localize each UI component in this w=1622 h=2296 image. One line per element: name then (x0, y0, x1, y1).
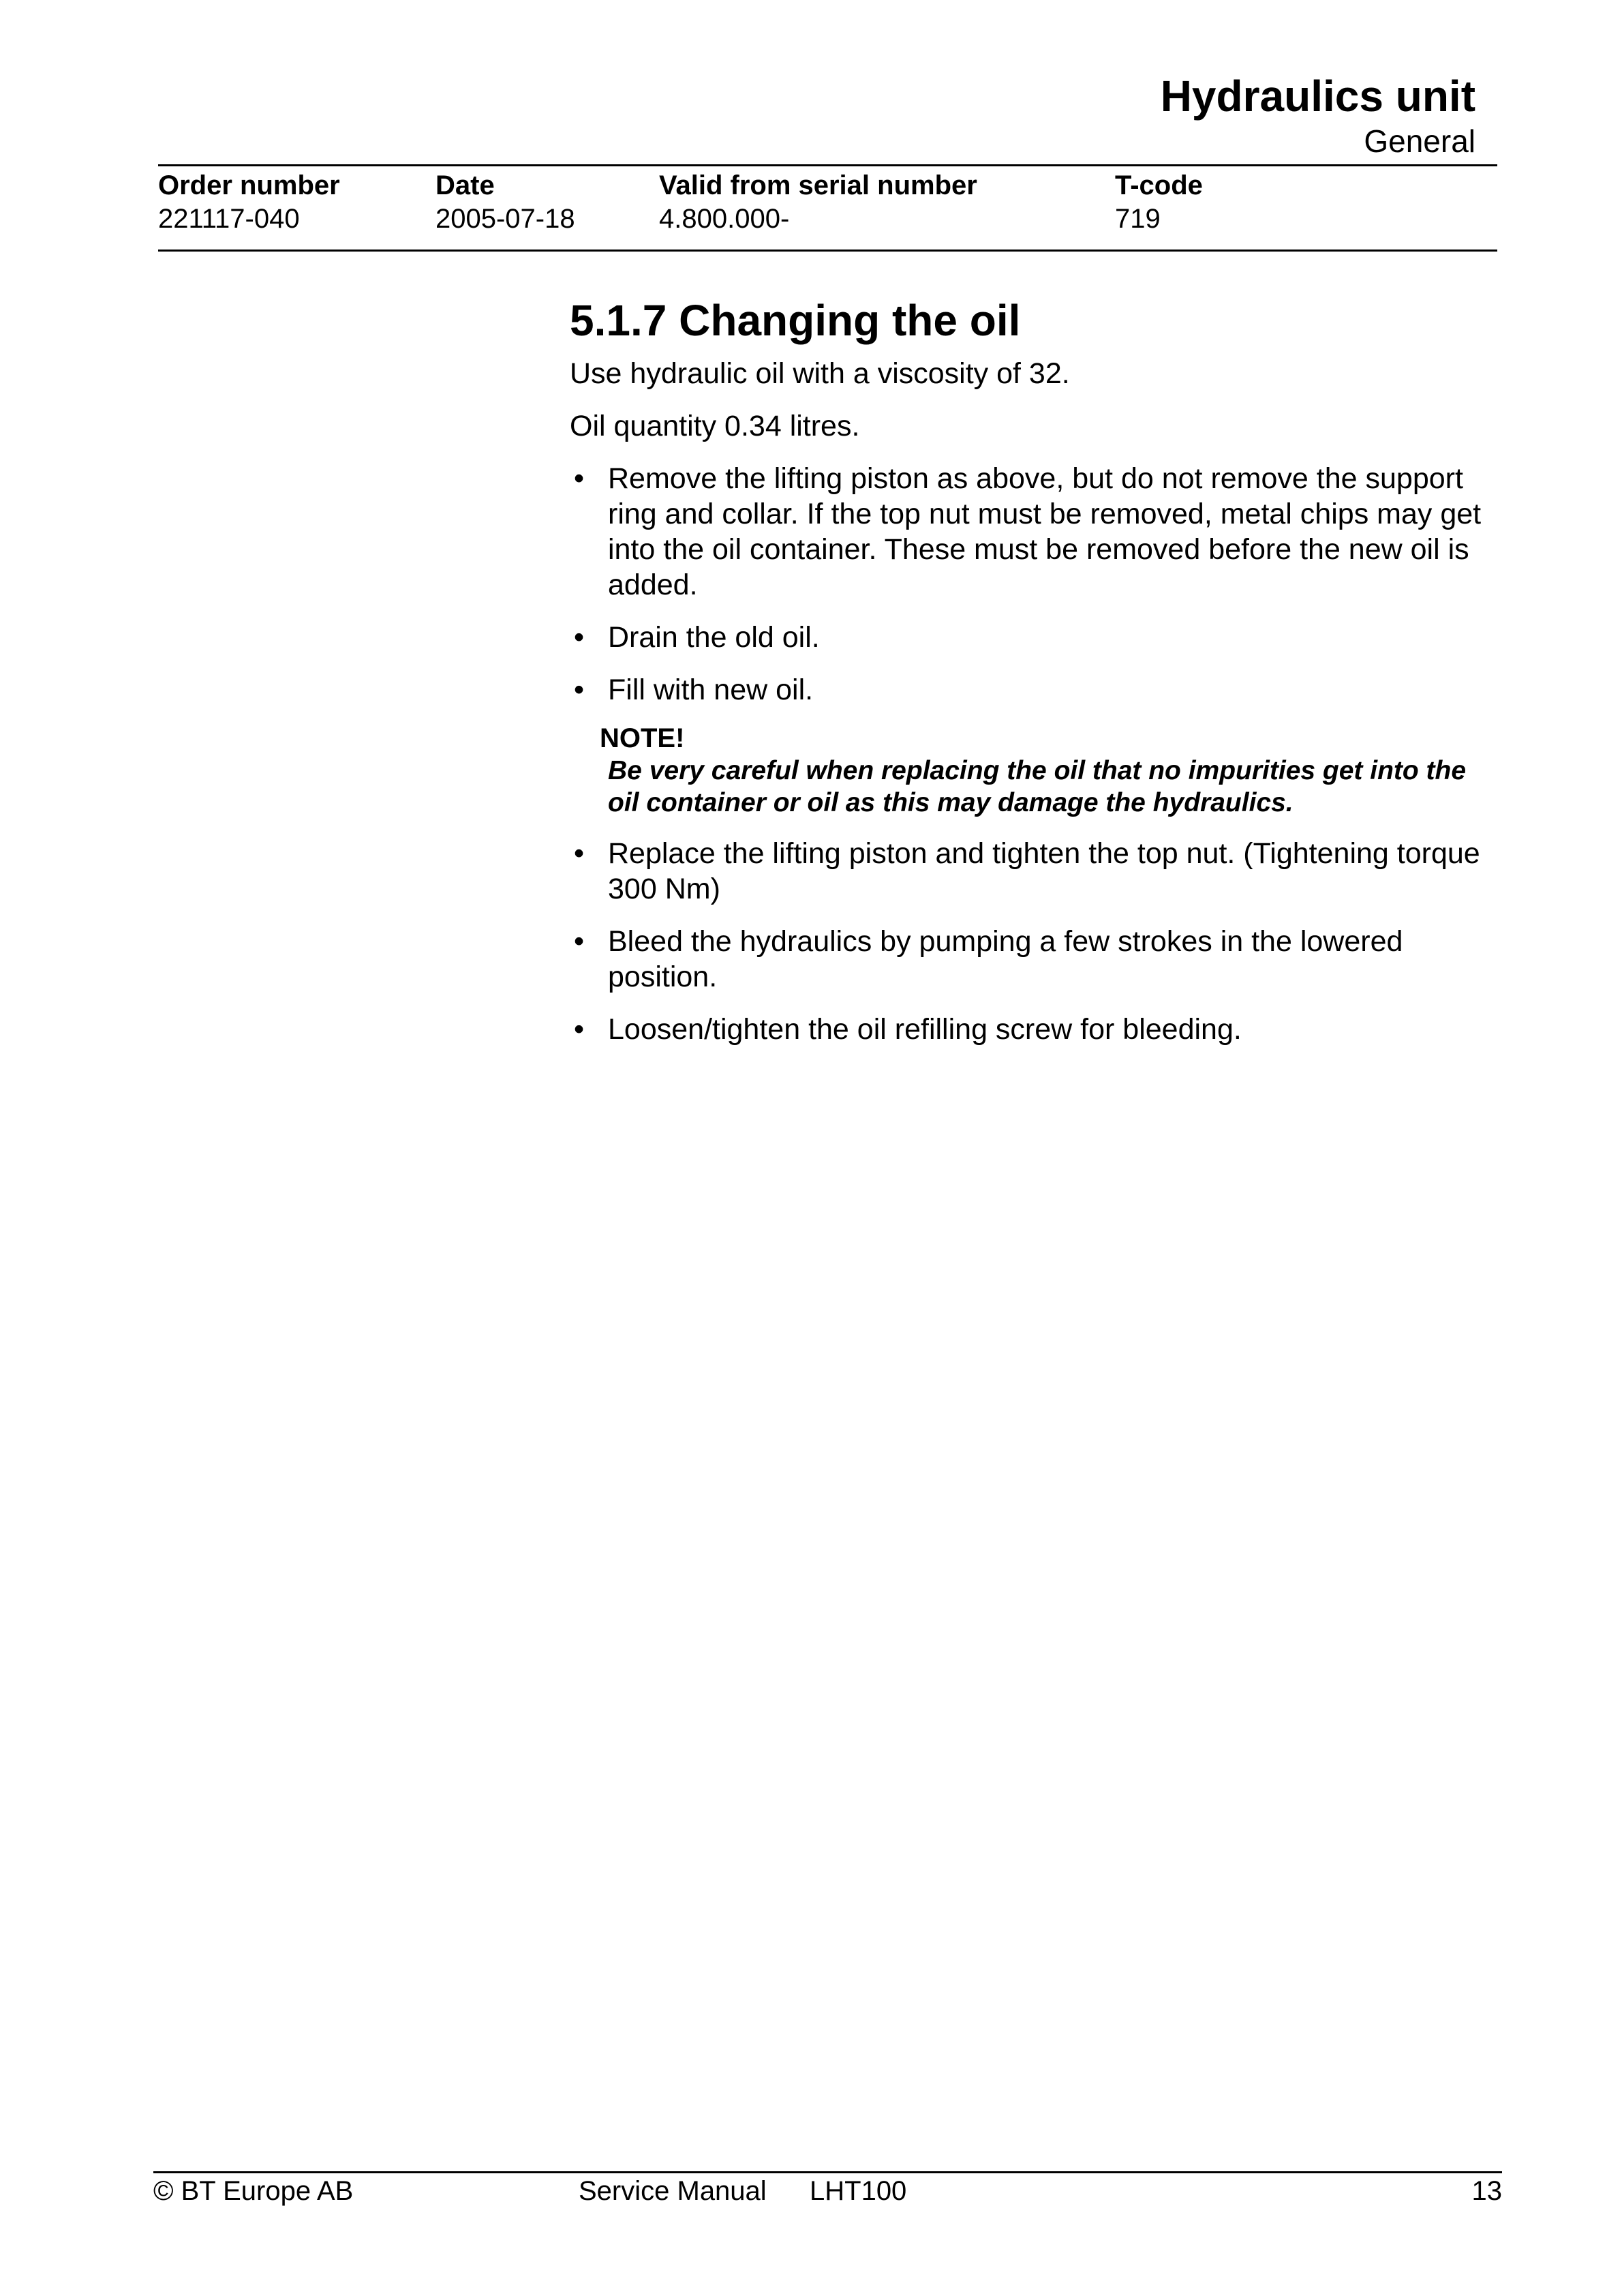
note-title: NOTE! (600, 723, 685, 753)
list-item-text: Loosen/tighten the oil refilling screw for bleeding. (608, 1013, 1242, 1046)
date-value: 2005-07-18 (435, 204, 575, 234)
bullet-icon: • (574, 925, 585, 958)
paragraph-viscosity: Use hydraulic oil with a viscosity of 32. (570, 357, 1070, 390)
list-item-text: Bleed the hydraulics by pumping a few strokes in the lowered position. (608, 925, 1403, 993)
list-item (570, 924, 1503, 995)
order-number-label: Order number (158, 170, 340, 200)
footer-model: LHT100 (810, 2176, 907, 2206)
note-box (570, 722, 1503, 819)
section-content (570, 293, 1503, 1064)
order-number-value: 221117-040 (158, 204, 300, 234)
bullet-icon: • (574, 837, 585, 870)
bullet-icon: • (574, 462, 585, 495)
section-heading: 5.1.7 Changing the oil (570, 296, 1021, 345)
header-bottom-rule (158, 250, 1497, 252)
document-title: Hydraulics unit (1160, 72, 1475, 121)
list-item-text: Fill with new oil. (608, 674, 814, 706)
steps-list-1 (570, 461, 1503, 708)
footer-copyright: © BT Europe AB (153, 2176, 354, 2206)
list-item (570, 1012, 1503, 1047)
list-item (570, 620, 1503, 655)
list-item (570, 672, 1503, 708)
bullet-icon: • (574, 621, 585, 654)
list-item-text: Replace the lifting piston and tighten the top nut. (Tightening torque 300 Nm) (608, 837, 1480, 905)
serial-number-value: 4.800.000- (659, 204, 790, 234)
paragraph-quantity: Oil quantity 0.34 litres. (570, 410, 860, 442)
document-subtitle: General (1364, 123, 1475, 159)
footer-page-number: 13 (1471, 2176, 1502, 2206)
bullet-icon: • (574, 1013, 585, 1046)
steps-list-2 (570, 836, 1503, 1047)
serial-number-label: Valid from serial number (659, 170, 977, 200)
t-code-label: T-code (1115, 170, 1203, 200)
bullet-icon: • (574, 674, 585, 706)
header-top-rule (158, 164, 1497, 166)
list-item-text: Remove the lifting piston as above, but do not remove the support ring and collar. If the top nut must be removed, metal chips may get into the oil container. These must be removed before the new oil is added. (608, 462, 1482, 601)
t-code-value: 719 (1115, 204, 1161, 234)
footer-rule (153, 2171, 1502, 2173)
list-item (570, 836, 1503, 907)
list-item-text: Drain the old oil. (608, 621, 820, 654)
footer-manual: Service Manual (579, 2176, 767, 2206)
list-item (570, 461, 1503, 603)
note-text: Be very careful when replacing the oil that no impurities get into the oil container or oil as this may damage the hydraulics. (608, 756, 1467, 817)
date-label: Date (435, 170, 495, 200)
